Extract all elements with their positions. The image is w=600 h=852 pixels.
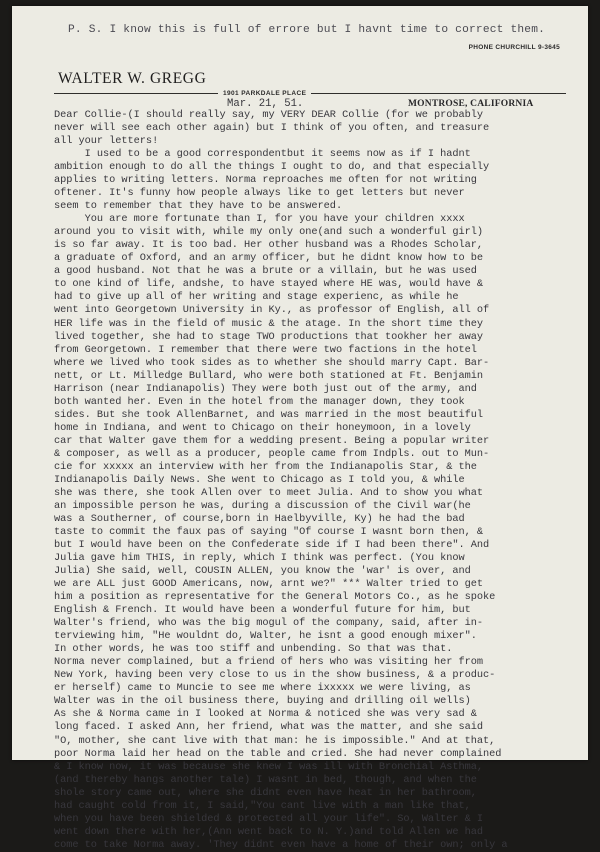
letter-line: & I know now, it was because she knew I was ill with Bronchial Asthma,: [54, 760, 484, 773]
letter-line: home in Indiana, and went to Chicago on their honeymoon, in a lovely: [54, 421, 471, 434]
letter-line: both wanted her. Even in the hotel from the manager down, they took: [54, 395, 465, 408]
letter-line: when you have been shielded & protected all your life". So, Walter & I: [54, 812, 484, 825]
letter-line: Walter's friend, who was the big mogul of the company, said, after in-: [54, 617, 484, 630]
letter-line: "O, mother, she cant live with that man: he is impossible." And at that,: [54, 734, 496, 747]
letter-line: lived together, she had to stage TWO productions that tookher her away: [54, 330, 484, 343]
letter-line: Dear Collie-(I should really say, my VERY DEAR Collie (for we probably: [54, 109, 484, 121]
letter-line: from Georgetown. I remember that there were two factions in the hotel: [54, 343, 477, 356]
letter-line: Harrison (near Indianapolis) They were both just out of the army, and: [54, 382, 477, 395]
letter-line: come to take Norma away. 'They didnt even have a home of their own; only a: [54, 838, 508, 851]
city-location: MONTROSE, CALIFORNIA: [408, 99, 534, 109]
letter-line: Julia gave him THIS, in reply, which I think was perfect. (You know: [54, 552, 465, 565]
letter-line: we are ALL just GOOD Americans, now, arnt we?" *** Walter tried to get: [54, 578, 484, 591]
letter-line: cie for xxxxx an interview with her from the Indianapolis Star, & the: [54, 460, 477, 473]
letter-line: nett, or Lt. Milledge Bullard, who were both stationed at Ft. Benjamin: [54, 369, 484, 382]
street-address: 1901 PARKDALE PLACE: [218, 90, 311, 97]
letter-line: car that Walter gave them for a wedding present. Being a popular writer: [54, 434, 490, 447]
letter-line: to one kind of life, andshe, to have stayed where HE was, would have &: [54, 278, 484, 291]
phone-number: PHONE CHURCHILL 9-3645: [468, 44, 560, 51]
letter-line: where we lived who took sides as to whether she should marry Capt. Bar-: [54, 356, 490, 369]
letter-line: but I would have been on the Confederate side if I had been there". And: [54, 539, 490, 552]
letter-line: all your letters!: [54, 135, 159, 148]
letter-line: er herself) came to Muncie to see me where ixxxxx we were living, as: [54, 682, 471, 695]
letter-line: sides. But she took AllenBarnet, and was married in the most beautiful: [54, 408, 484, 421]
letter-line: shole story came out, where she didnt even have heat in her bathroom,: [54, 786, 477, 799]
letter-line: New York, having been very close to us in the show business, & a produc-: [54, 669, 496, 682]
letter-line: Norma never complained, but a friend of hers who was visiting her from: [54, 656, 484, 669]
letter-line: poor Norma laid her head on the table and cried. She had never complained: [54, 747, 502, 760]
letter-line: went into Georgetown University in Ky., as professor of English, all of: [54, 304, 490, 317]
letter-line: & composer, as well as a producer, people came from Indpls. out to Mun-: [54, 447, 490, 460]
letter-line: never will see each other again) but I think of you often, and treasure: [54, 122, 490, 135]
letter-line: around you to visit with, while my only one(and such a wonderful girl): [54, 226, 484, 239]
letter-line: a good husband. Not that he was a brute or a villain, but he was used: [54, 265, 477, 278]
letter-line: is so far away. It is too bad. Her other husband was a Rhodes Scholar,: [54, 239, 484, 252]
letter-line: oftener. It's funny how people always like to get letters but never: [54, 187, 465, 200]
letter-body: [54, 109, 574, 852]
sender-name: WALTER W. GREGG: [58, 70, 207, 87]
letter-line: a graduate of Oxford, and an army officer, but he didnt know how to be: [54, 252, 484, 265]
letter-line: was a Southerner, of course,born in Haelbyville, Ky) he had the bad: [54, 512, 465, 525]
letter-line: As she & Norma came in I looked at Norma & noticed she was very sad &: [54, 708, 477, 721]
letter-line: (and thereby hangs another tale) I wasnt in bed, though, and when the: [54, 773, 477, 786]
letter-line: long faced. I asked Ann, her friend, what was the matter, and she said: [54, 721, 484, 734]
letter-line: ambition enough to do all the things I ought to do, and that especially: [54, 161, 490, 174]
postscript-line: P. S. I know this is full of errore but I havnt time to correct them.: [68, 24, 546, 36]
letter-line: had to give up all of her writing and stage experienc, as while he: [54, 291, 459, 304]
letter-line: applies to writing letters. Norma reproaches me often for not writing: [54, 174, 477, 187]
letter-line: HER life was in the field of music & the atage. In the short time they: [54, 317, 484, 330]
letter-line: seem to remember that they have to be answered.: [54, 200, 343, 213]
letter-line: English & French. It would have been a wonderful future for him, but: [54, 604, 471, 617]
letter-line: I used to be a good correspondentbut it seems now as if I hadnt: [54, 148, 471, 161]
letter-line: Walter was in the oil business there, buying and drilling oil wells): [54, 695, 471, 708]
letter-page: [12, 6, 588, 851]
letter-date: Mar. 21, 51.: [227, 98, 304, 110]
letter-line: taste to commit the faux pas of saying "Of course I wasnt born then, &: [54, 526, 484, 538]
letter-line: went down there with her,(Ann went back to N. Y.)and told Allen we had: [54, 825, 484, 838]
letter-line: Julia) She said, well, COUSIN ALLEN, you know the 'war' is over, and: [54, 565, 471, 578]
letter-line: In other words, he was too stiff and unbending. So that was that.: [54, 643, 453, 656]
letter-line: You are more fortunate than I, for you have your children xxxx: [54, 213, 465, 226]
letter-line: she was there, she took Allen over to meet Julia. And to show you what: [54, 486, 484, 499]
letter-line: Indianapolis Daily News. She went to Chicago as I told you, & while: [54, 473, 465, 486]
letter-line: an impossible person he was, during a discussion of the Civil war(he: [54, 499, 471, 512]
letter-line: terviewing him, "He wouldnt do, Walter, he isnt a good enough mixer".: [54, 630, 477, 643]
letter-line: had caught cold from it, I said,"You cant live with a man like that,: [54, 799, 471, 812]
letter-line: him a position as representative for the General Motors Co., as he spoke: [54, 591, 496, 604]
